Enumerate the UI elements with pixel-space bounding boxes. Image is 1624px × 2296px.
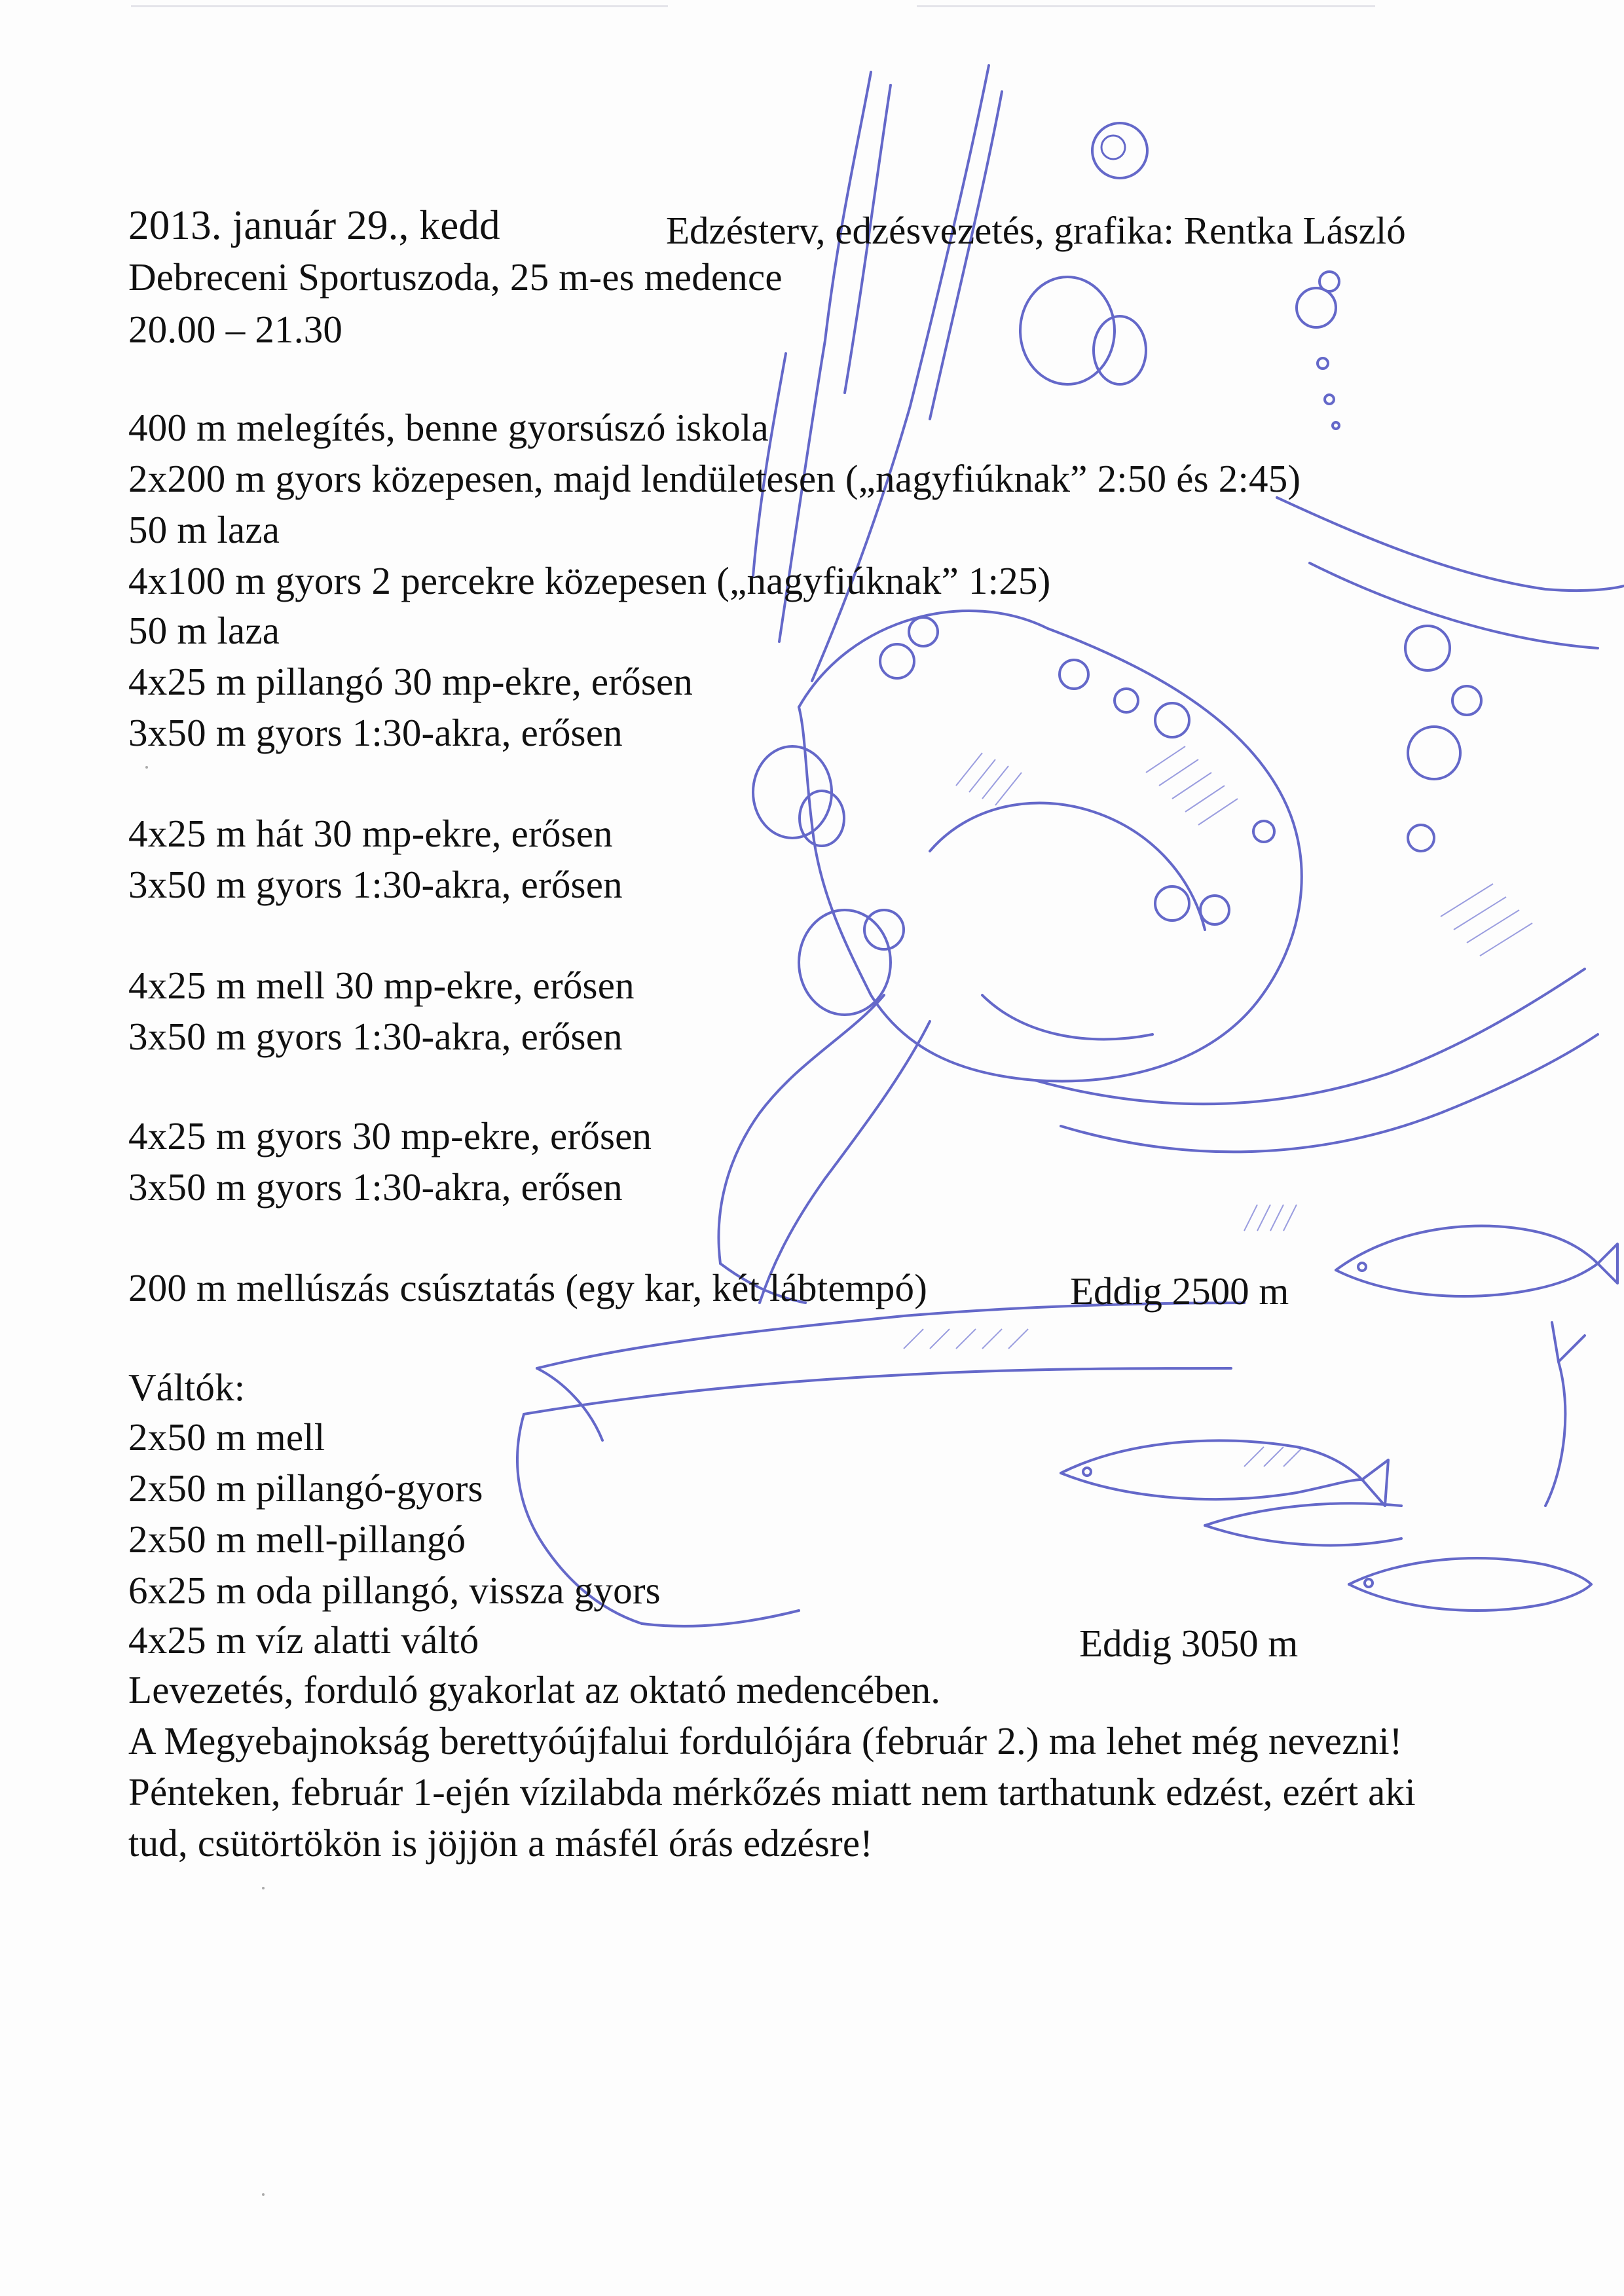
workout-item: 3x50 m gyors 1:30-akra, erősen	[128, 863, 623, 906]
workout-item: 200 m mellúszás csúsztatás (egy kar, két lábtempó)	[128, 1266, 928, 1309]
venue: Debreceni Sportuszoda, 25 m-es medence	[128, 255, 783, 299]
workout-item: 4x25 m hát 30 mp-ekre, erősen	[128, 812, 613, 855]
note-cooldown: Levezetés, forduló gyakorlat az oktató medencében.	[128, 1668, 941, 1711]
workout-date: 2013. január 29., kedd	[128, 202, 500, 248]
workout-item: 4x100 m gyors 2 percekre közepesen („nagyfiúknak” 1:25)	[128, 559, 1051, 602]
workout-item: 3x50 m gyors 1:30-akra, erősen	[128, 711, 623, 754]
workout-item: 50 m laza	[128, 609, 280, 652]
relay-item: 2x50 m mell-pillangó	[128, 1518, 466, 1561]
author-credit: Edzésterv, edzésvezetés, grafika: Rentka László	[666, 209, 1406, 252]
workout-item: 2x200 m gyors közepesen, majd lendületesen („nagyfiúknak” 2:50 és 2:45)	[128, 457, 1301, 500]
subtotal-3050: Eddig 3050 m	[1079, 1622, 1299, 1665]
relay-item: 2x50 m mell	[128, 1415, 325, 1459]
scan-speck	[145, 766, 148, 769]
workout-item: 3x50 m gyors 1:30-akra, erősen	[128, 1015, 623, 1058]
relay-item: 2x50 m pillangó-gyors	[128, 1467, 483, 1510]
workout-item: 400 m melegítés, benne gyorsúszó iskola	[128, 406, 769, 449]
workout-item: 4x25 m mell 30 mp-ekre, erősen	[128, 964, 635, 1007]
workout-item: 4x25 m pillangó 30 mp-ekre, erősen	[128, 660, 693, 703]
scan-speck	[262, 1887, 265, 1889]
note-registration: A Megyebajnokság berettyóújfalui fordulójára (február 2.) ma lehet még nevezni!	[128, 1719, 1403, 1762]
workout-item: 4x25 m gyors 30 mp-ekre, erősen	[128, 1114, 652, 1157]
subtotal-2500: Eddig 2500 m	[1070, 1269, 1289, 1313]
workout-item: 3x50 m gyors 1:30-akra, erősen	[128, 1165, 623, 1209]
scan-speck	[262, 2193, 265, 2196]
session-time: 20.00 – 21.30	[128, 308, 343, 351]
note-friday: Pénteken, február 1-ején vízilabda mérkőzés miatt nem tarthatunk edzést, ezért aki	[128, 1770, 1416, 1813]
relay-item: 6x25 m oda pillangó, vissza gyors	[128, 1569, 661, 1612]
date-line	[128, 202, 500, 248]
relay-item: 4x25 m víz alatti váltó	[128, 1618, 479, 1662]
note-thursday: tud, csütörtökön is jöjjön a másfél órás edzésre!	[128, 1821, 874, 1865]
relays-heading: Váltók:	[128, 1366, 246, 1409]
workout-item: 50 m laza	[128, 508, 280, 551]
